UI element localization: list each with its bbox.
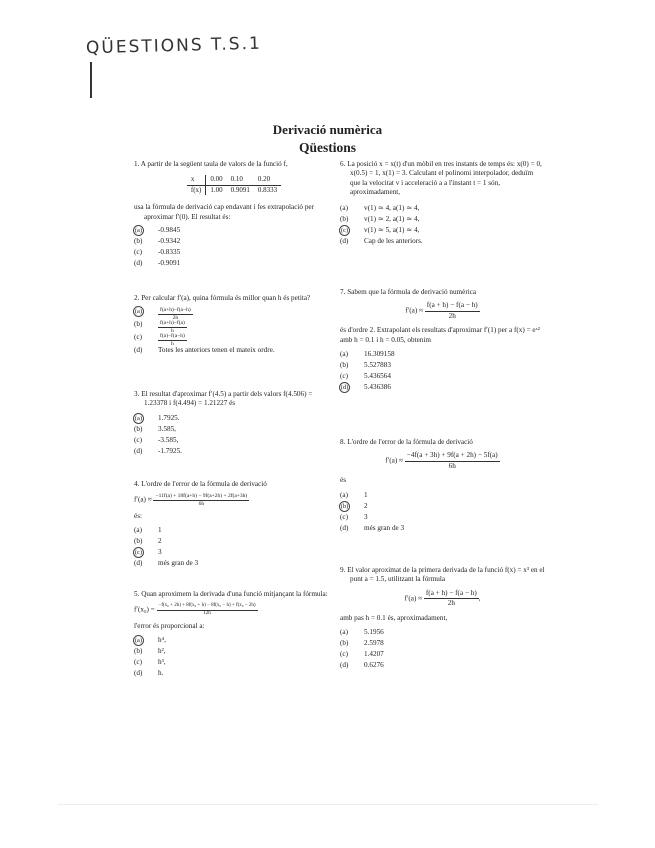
fraction-denominator: 6h bbox=[198, 500, 205, 507]
question-4-text2: és: bbox=[134, 512, 142, 521]
table-cell: 1.00 bbox=[210, 185, 223, 194]
option-label: (c) bbox=[134, 657, 142, 666]
formula-lhs: f′(x₀) = bbox=[134, 606, 155, 615]
option-c[interactable] bbox=[134, 658, 334, 669]
fraction-denominator: 2h bbox=[172, 314, 179, 321]
option-value: -0.9342 bbox=[158, 237, 181, 246]
option-a[interactable] bbox=[340, 350, 545, 361]
option-d[interactable] bbox=[340, 237, 545, 248]
fraction-denominator: 2h bbox=[448, 311, 456, 320]
option-value: 0.6276 bbox=[364, 661, 384, 670]
option-value: més gran de 3 bbox=[158, 558, 199, 567]
option-label: (c) bbox=[134, 333, 142, 342]
doc-title: Derivació numèrica bbox=[272, 122, 383, 137]
formula-lhs: f′(a) ≈ bbox=[385, 456, 403, 465]
fraction bbox=[425, 301, 480, 321]
question-6 bbox=[340, 160, 545, 288]
option-label: (a) bbox=[134, 308, 143, 316]
fraction-numerator: f(a + h) − f(a − h) bbox=[424, 589, 479, 599]
option-c[interactable] bbox=[340, 226, 545, 237]
option-label: (b) bbox=[340, 361, 349, 370]
fraction-denominator: h bbox=[171, 327, 174, 334]
option-label: (d) bbox=[340, 384, 349, 392]
option-label: (c) bbox=[340, 372, 348, 381]
question-5-text: 5. Quan aproximem la derivada d'una funció mitjançant la fórmula: bbox=[134, 590, 328, 598]
option-value: -0.9845 bbox=[158, 226, 181, 235]
fraction-denominator: 2h bbox=[447, 599, 455, 608]
option-d[interactable] bbox=[340, 661, 545, 672]
fraction-numerator: f(a+h)−f(a−h) bbox=[160, 307, 191, 314]
option-value: -0.9091 bbox=[158, 259, 181, 268]
option-label: (b) bbox=[134, 237, 143, 246]
question-1-text2: usa la fórmula de derivació cap endavant i fes extrapolació per aproximar f′(0). El resultat és: bbox=[134, 203, 315, 221]
option-value: 5.1956 bbox=[364, 628, 384, 637]
question-3 bbox=[134, 390, 334, 480]
fraction-numerator: −f(x₀ + 2h) + 8f(x₀ + h) − 8f(x₀ − h) + f(x₀ − 2h) bbox=[157, 603, 258, 611]
option-b[interactable] bbox=[134, 320, 334, 333]
option-label: (a) bbox=[340, 350, 348, 359]
option-value: 16.309158 bbox=[364, 350, 395, 359]
option-value: -3.585, bbox=[158, 435, 179, 444]
question-7 bbox=[340, 288, 545, 438]
option-value: 1.4207 bbox=[364, 650, 384, 659]
option-label: (d) bbox=[134, 668, 143, 677]
option-label: (c) bbox=[340, 226, 349, 234]
question-2-text: 2. Per calcular f′(a), quina fórmula és millor quan h és petita? bbox=[134, 294, 311, 302]
option-d[interactable] bbox=[134, 259, 334, 270]
option-value: v(1) ≃ 5, a(1) ≃ 4, bbox=[364, 225, 420, 234]
option-b[interactable] bbox=[340, 361, 545, 372]
option-label: (d) bbox=[340, 236, 349, 245]
option-d[interactable] bbox=[134, 447, 334, 458]
option-label: (a) bbox=[134, 227, 143, 235]
option-value: 1 bbox=[364, 490, 368, 499]
fraction-numerator: f(a+h)−f(a) bbox=[160, 320, 185, 327]
option-label: (b) bbox=[134, 536, 143, 545]
option-value: 3.585, bbox=[158, 424, 176, 433]
option-label: (b) bbox=[134, 320, 143, 329]
page-bottom-edge bbox=[58, 804, 598, 805]
option-c[interactable] bbox=[134, 248, 334, 259]
option-label: (c) bbox=[134, 548, 143, 556]
option-value: Cap de les anteriors. bbox=[364, 236, 423, 245]
option-value: 5.436386 bbox=[364, 383, 391, 392]
fraction-denominator: 12h bbox=[203, 610, 211, 616]
fraction-denominator: 6h bbox=[448, 461, 456, 470]
option-label: (b) bbox=[134, 424, 143, 433]
fraction-numerator: f(a + h) − f(a − h) bbox=[425, 301, 480, 311]
table-cell: f(x) bbox=[187, 185, 206, 195]
margin-bracket bbox=[90, 62, 92, 98]
option-value: 2 bbox=[364, 501, 368, 510]
option-c[interactable] bbox=[134, 436, 334, 447]
option-label: (a) bbox=[340, 490, 348, 499]
option-value: 3 bbox=[364, 512, 368, 521]
question-9 bbox=[340, 566, 545, 672]
option-label: (d) bbox=[134, 259, 143, 268]
option-a[interactable] bbox=[340, 491, 545, 502]
option-label: (c) bbox=[340, 512, 348, 521]
option-label: (b) bbox=[134, 646, 143, 655]
right-column bbox=[340, 160, 545, 672]
option-label: (d) bbox=[340, 523, 349, 532]
table-cell: x bbox=[187, 175, 206, 185]
option-label: (d) bbox=[134, 558, 143, 567]
values-table bbox=[187, 175, 281, 195]
option-value: 1.7925. bbox=[158, 413, 180, 422]
option-d[interactable] bbox=[134, 559, 334, 570]
option-b[interactable] bbox=[134, 647, 334, 658]
question-8-text2: és bbox=[340, 476, 346, 485]
option-a[interactable] bbox=[134, 226, 334, 237]
option-c[interactable] bbox=[340, 372, 545, 383]
option-label: (c) bbox=[340, 650, 348, 659]
option-value: 5.436564 bbox=[364, 372, 391, 381]
option-a[interactable] bbox=[340, 628, 545, 639]
table-cell: 0.9091 bbox=[230, 185, 250, 194]
option-value: -1.7925. bbox=[158, 446, 182, 455]
option-d[interactable] bbox=[340, 383, 545, 394]
option-value: 1 bbox=[158, 525, 162, 534]
question-9-text: 9. El valor aproximat de la primera derivada de la funció f(x) = x³ en el punt a = 1.5, utilitzant la fórmula bbox=[340, 566, 545, 584]
option-a[interactable] bbox=[134, 307, 334, 320]
option-a[interactable] bbox=[134, 414, 334, 425]
question-7-text2: és d'ordre 2. Extrapolant els resultats d'aproximar f′(1) per a f(x) = eˣ² amb h = 0.1 i h = 0.05, obtenim bbox=[340, 326, 540, 344]
formula bbox=[340, 451, 545, 471]
question-8-text: 8. L'ordre de l'error de la fórmula de derivació bbox=[340, 438, 473, 446]
option-value: 2.5978 bbox=[364, 639, 384, 648]
formula bbox=[340, 301, 545, 321]
option-label: (b) bbox=[340, 214, 349, 223]
option-b[interactable] bbox=[340, 502, 545, 513]
option-b[interactable] bbox=[340, 639, 545, 650]
table-cell: 0.00 bbox=[206, 175, 227, 185]
option-label: (d) bbox=[134, 446, 143, 455]
option-b[interactable] bbox=[134, 237, 334, 248]
option-d[interactable] bbox=[340, 524, 545, 535]
option-b[interactable] bbox=[340, 215, 545, 226]
formula: f′(a) ≈ $\frac{f(a + h) - f(a - h)}{2h}$ , bbox=[404, 588, 481, 608]
option-b[interactable] bbox=[134, 537, 334, 548]
option-c[interactable] bbox=[134, 548, 334, 559]
question-5-text2: l'error és proporcional a: bbox=[134, 622, 205, 631]
fraction bbox=[158, 333, 187, 347]
option-label: (b) bbox=[340, 502, 349, 510]
option-label: (d) bbox=[340, 661, 349, 670]
option-value: h³, bbox=[158, 657, 166, 666]
option-a[interactable] bbox=[340, 204, 545, 215]
fraction-numerator: −4f(a + 3h) + 9f(a + 2h) − 5f(a) bbox=[405, 451, 500, 461]
option-value: Totes les anteriors tenen el mateix ordre. bbox=[158, 346, 275, 355]
question-3-text: 3. El resultat d'aproximar f′(4.5) a partir dels valors f(4.506) = 1.23378 i f(4.494) = 1.21227 és bbox=[134, 390, 313, 408]
fraction bbox=[157, 603, 258, 617]
option-value: 3 bbox=[158, 547, 162, 556]
formula bbox=[134, 493, 334, 507]
table-cell: 0.20 bbox=[254, 175, 281, 185]
option-value: h⁴, bbox=[158, 635, 166, 644]
question-2 bbox=[134, 294, 334, 390]
question-6-text: 6. La posició x = x(t) d'un mòbil en tres instants de temps és: x(0) = 0, x(0.5) = 1, x(1) = 3. Calculant el polinomi interpolador, deduïm que la velocitat v i acceleració a a l'instant t = 1 són, aproximadament, bbox=[340, 160, 542, 197]
option-label: (a) bbox=[134, 525, 142, 534]
fraction-denominator: h bbox=[171, 340, 174, 347]
formula bbox=[134, 603, 334, 617]
question-5 bbox=[134, 590, 334, 680]
option-label: (c) bbox=[134, 435, 142, 444]
question-1-text: 1. A partir de la següent taula de valors de la funció f, bbox=[134, 160, 288, 168]
option-value: h. bbox=[158, 668, 164, 677]
option-label: (d) bbox=[134, 346, 143, 355]
option-b[interactable] bbox=[134, 425, 334, 436]
option-d[interactable] bbox=[134, 346, 334, 357]
table-cell: 0.8333 bbox=[257, 185, 278, 194]
left-column bbox=[134, 160, 334, 680]
fraction bbox=[405, 451, 500, 471]
option-label: (c) bbox=[134, 248, 142, 257]
fraction-numerator: −11f(a) + 18f(a+h) − 9f(a+2h) + 2f(a+3h) bbox=[155, 493, 248, 500]
option-value: 2 bbox=[158, 536, 162, 545]
option-value: h², bbox=[158, 646, 166, 655]
question-8 bbox=[340, 438, 545, 566]
fraction bbox=[153, 493, 249, 507]
option-value: 5.527883 bbox=[364, 361, 391, 370]
doc-subtitle: Qüestions bbox=[298, 140, 356, 155]
question-4-text: 4. L'ordre de l'error de la fórmula de derivació bbox=[134, 480, 267, 488]
option-label: (b) bbox=[340, 639, 349, 648]
option-a[interactable] bbox=[134, 526, 334, 537]
option-value: v(1) ≃ 4, a(1) ≃ 4, bbox=[364, 203, 420, 212]
formula-lhs: f′(a) ≈ bbox=[405, 306, 423, 315]
fraction-numerator: f(a)−f(a−h) bbox=[160, 333, 185, 340]
question-7-text: 7. Sabem que la fórmula de derivació numèrica bbox=[340, 288, 477, 296]
option-value: -0.8335 bbox=[158, 248, 181, 257]
question-9-text2: amb pas h = 0.1 és, aproximadament, bbox=[340, 613, 448, 622]
option-c[interactable] bbox=[340, 513, 545, 524]
option-c[interactable] bbox=[340, 650, 545, 661]
option-a[interactable] bbox=[134, 636, 334, 647]
formula-lhs: f′(a) ≈ bbox=[134, 496, 152, 505]
option-label: (a) bbox=[340, 203, 348, 212]
question-1 bbox=[134, 160, 334, 294]
question-4 bbox=[134, 480, 334, 590]
fraction bbox=[424, 589, 479, 609]
option-label: (a) bbox=[134, 414, 143, 422]
table-cell: 0.10 bbox=[227, 175, 254, 185]
option-label: (a) bbox=[134, 636, 143, 644]
option-value: més gran de 3 bbox=[364, 523, 405, 532]
handwritten-header: QÜESTIONS T.S.1 bbox=[85, 33, 263, 59]
option-c[interactable] bbox=[134, 333, 334, 346]
option-label: (a) bbox=[340, 628, 348, 637]
formula-lhs: f′(a) ≈ bbox=[404, 594, 423, 603]
option-value: v(1) ≃ 2, a(1) ≃ 4, bbox=[364, 214, 420, 223]
option-d[interactable] bbox=[134, 669, 334, 680]
